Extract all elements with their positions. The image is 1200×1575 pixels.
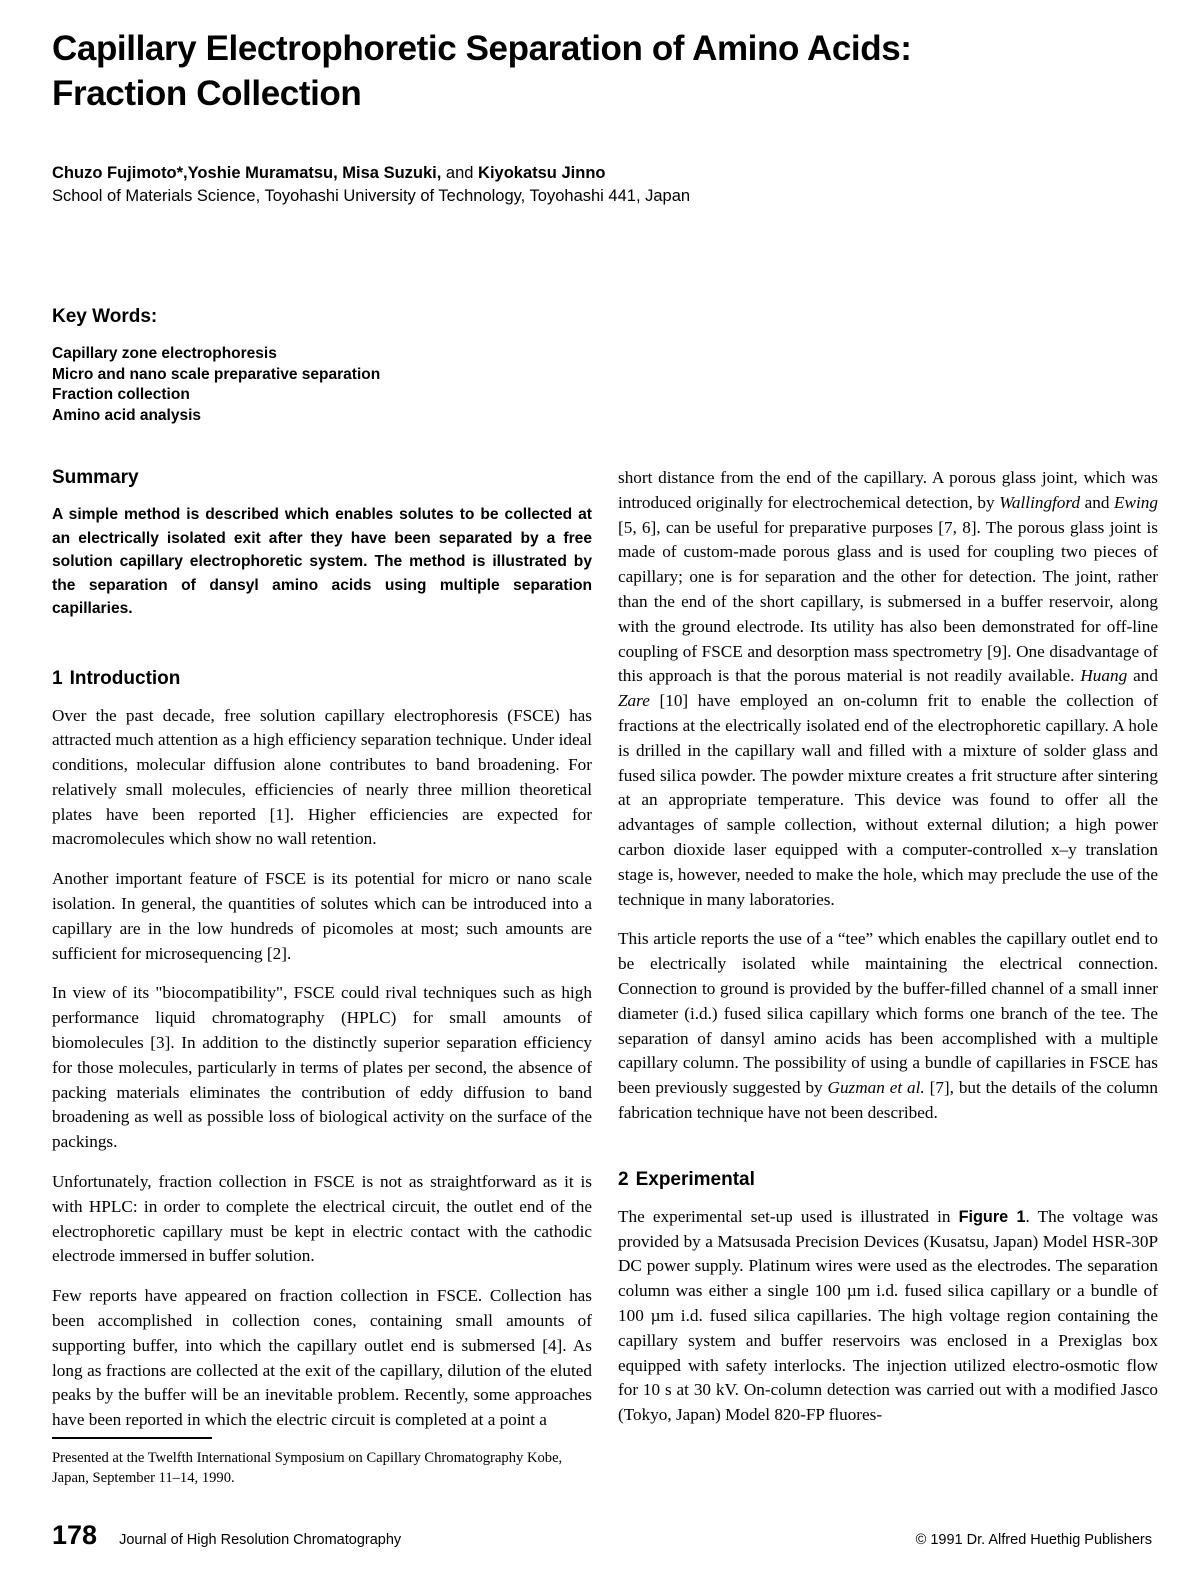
page-number: 178 [52,1520,98,1550]
citation-author: Huang [1080,666,1128,686]
summary-heading: Summary [52,467,139,488]
footnote-text: Presented at the Twelfth International Symposium on Capillary Chromatography Kobe, Japan, September 11–14, 1990. [52,1450,563,1486]
text-run: . The voltage was provided by a Matsusada Precision Devices (Kusatsu, Japan) Model HSR-30P DC power supply. Platinum wires were used as the electrodes. The separation column was either a single 100 µm i.d. fused silica capillary or a bundle of 100 µm i.d. fused silica capillaries. The high voltage region containing the capillary system and buffer reservoirs was enclosed in a Prexiglas box equipped with safety interlocks. The injection utilized electro-osmotic flow for 10 s at 30 kV. On-column detection was carried out with a modified Jasco (Tokyo, Japan) Model 820-FP fluores- [618,1206,1159,1425]
section-number: 2 [618,1168,629,1190]
journal-name: Journal of High Resolution Chromatography [119,1532,402,1548]
keywords-list [52,344,592,426]
paragraph [618,927,1158,1125]
right-column [618,466,1158,1428]
experimental-heading [618,1168,1158,1191]
author-name-1: Chuzo Fujimoto*, [52,164,188,182]
text-run: This article reports the use of a “tee” which enables the capillary outlet end to be electrically isolated while maintaining the electrical connection. Connection to ground is provided by the buffer-filled channel of a small inner diameter (i.d.) fused silica capillary which forms one branch of the tee. The separation of dansyl amino acids has been accomplished with a multiple capillary column. The possibility of using a bundle of capillaries in FSCE has been previously suggested by [618,929,1158,1098]
left-column [52,466,592,1433]
footnote [52,1437,592,1488]
title-line-1: Capillary Electrophoretic Separation of Amino Acids: [52,29,912,68]
text-run: short distance from the end of the capillary. A porous glass joint, which was introduced originally for electrochemical detection, by [618,468,1158,512]
masthead [52,26,1152,207]
keyword-item: Amino acid analysis [52,406,202,424]
summary-text: A simple method is described which enables solutes to be collected at an electrically isolated exit after they have been separated by a free solution capillary electrophoretic system. The method is illustrated by the separation of dansyl amino acids using multiple separation capillaries. [52,506,592,617]
page-title [52,26,1152,116]
text-run: [10] have employed an on-column frit to enable the collection of fractions at the electrically isolated end of the electrophoretic capillary. A hole is drilled in the capillary wall and filled with a mixture of solder glass and fused silica powder. The powder mixture creates a frit structure after sintering at an appropriate temperature. This device was found to offer all the advantages of sample collection, without external dilution; a high power carbon dioxide laser equipped with a computer-controlled x–y translation stage is, however, needed to make the hole, which may preclude the use of the technique in many laboratories. [618,691,1158,909]
section-title: Experimental [635,1168,755,1190]
keywords-section [52,306,592,426]
figure-reference: Figure 1 [958,1207,1026,1226]
keyword-item: Fraction collection [52,386,190,403]
text-run: The experimental set-up used is illustrated in [618,1206,959,1226]
paragraph: Few reports have appeared on fraction collection in FSCE. Collection has been accomplished in collection cones, containing small amounts of supporting buffer, into which the capillary outlet end is submersed [4]. As long as fractions are collected at the exit of the capillary, dilution of the eluted peaks by the buffer will be an inevitable problem. Recently, some approaches have been reported in which the electric circuit is completed at a point a [52,1286,592,1430]
section-number: 1 [52,667,63,689]
author-list [52,162,1152,184]
keyword-item: Micro and nano scale preparative separation [52,365,381,383]
text-run: [5, 6], can be useful for preparative purposes [7, 8]. The porous glass joint is made of custom-made porous glass and is used for coupling two pieces of capillary; one is for separation and the other for detection. The joint, rather than the end of the short capillary, is submersed in a buffer reservoir, along with the ground electrode. Its utility has also been demonstrated for off-line coupling of FSCE and desorption mass spectrometry [9]. One disadvantage of this approach is that the porous material is not readily available. [618,517,1158,686]
keyword-item: Capillary zone electrophoresis [52,345,277,362]
paragraph-continuation [618,466,1158,912]
introduction-heading [52,667,592,690]
author-name-3: Kiyokatsu Jinno [478,164,606,182]
citation-author: Zare [618,691,650,711]
author-conjunction: and [441,164,479,182]
paragraph: Unfortunately, fraction collection in FSCE is not as straightforward as it is with HPLC: in order to complete the electrical circuit, the outlet end of the electrophoretic capillary must be kept in electric contact with the cathodic electrode immersed in buffer solution. [52,1172,592,1266]
affiliation: School of Materials Science, Toyohashi University of Technology, Toyohashi 441, Japan [52,187,691,205]
footnote-divider [52,1437,212,1439]
section-title: Introduction [69,667,181,689]
page-footer [52,1522,1152,1556]
text-run: [7], but the details of the column fabrication technique have not been described. [618,1078,1158,1122]
paragraph: Another important feature of FSCE is its potential for micro or nano scale isolation. In general, the quantities of solutes which can be introduced into a capillary are in the low hundreds of picomoles at most; such amounts are sufficient for microsequencing [2]. [52,869,592,963]
text-run: and [1080,492,1115,512]
paragraph [618,1205,1158,1428]
keywords-heading: Key Words: [52,306,158,327]
citation-author: Ewing [1114,492,1158,512]
title-line-2: Fraction Collection [52,74,362,113]
paragraph: Over the past decade, free solution capillary electrophoresis (FSCE) has attracted much attention as a high efficiency separation technique. Under ideal conditions, molecular diffusion alone contributes to band broadening. For relatively small molecules, efficiencies of nearly three million theoretical plates have been reported [1]. Higher efficiencies are expected for macromolecules which show no wall retention. [52,705,592,849]
citation-author: Wallingford [999,492,1081,512]
paragraph: In view of its "biocompatibility", FSCE could rival techniques such as high performance liquid chromatography (HPLC) for small amounts of biomolecules [3]. In addition to the distinctly superior separation efficiency for those molecules, particularly in terms of plates per second, the absence of packing materials eliminates the contribution of eddy diffusion to band broadening as well as possible loss of biological activity on the surface of the packings. [52,983,592,1152]
citation-author: Guzman et al. [827,1078,925,1098]
text-run: and [1127,666,1158,686]
author-name-2: Yoshie Muramatsu, Misa Suzuki, [187,164,442,182]
copyright-notice: © 1991 Dr. Alfred Huethig Publishers [915,1532,1152,1548]
